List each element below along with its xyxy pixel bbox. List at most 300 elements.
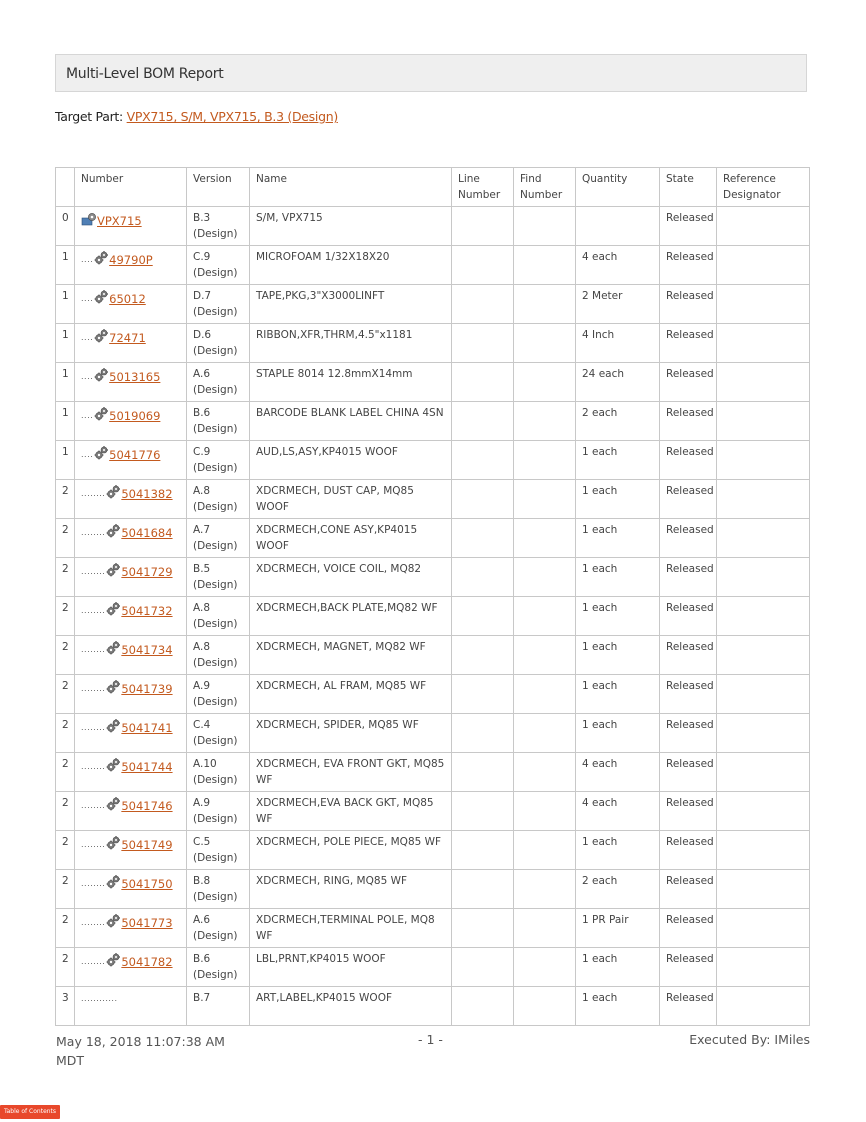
cell-version bbox=[187, 363, 250, 402]
cell-find-number bbox=[514, 987, 576, 1026]
part-number-link[interactable]: 5041773 bbox=[121, 916, 173, 930]
cell-line-number bbox=[452, 363, 514, 402]
part-number-link[interactable]: 5041750 bbox=[121, 877, 173, 891]
cell-level: 2 bbox=[56, 948, 75, 987]
table-row bbox=[56, 480, 810, 519]
version-value: C.9 bbox=[193, 251, 211, 263]
version-value: C.4 bbox=[193, 719, 211, 731]
cell-line-number bbox=[452, 636, 514, 675]
part-number-link[interactable]: 5041734 bbox=[121, 643, 173, 657]
target-part-label: Target Part: bbox=[55, 109, 123, 124]
table-row bbox=[56, 324, 810, 363]
footer-executed-by: Executed By: IMiles bbox=[689, 1032, 810, 1047]
report-title: Multi-Level BOM Report bbox=[55, 54, 807, 92]
cell-reference-designator bbox=[717, 636, 810, 675]
cell-find-number bbox=[514, 714, 576, 753]
part-number-link[interactable]: 5019069 bbox=[109, 409, 161, 423]
cell-reference-designator bbox=[717, 324, 810, 363]
part-number-link[interactable]: VPX715 bbox=[97, 214, 142, 228]
cell-version bbox=[187, 597, 250, 636]
cell-name: LBL,PRNT,KP4015 WOOF bbox=[250, 948, 452, 987]
col-header-level bbox=[56, 168, 75, 207]
part-gear-icon bbox=[105, 874, 121, 890]
cell-number bbox=[75, 792, 187, 831]
cell-find-number bbox=[514, 636, 576, 675]
cell-line-number bbox=[452, 909, 514, 948]
cell-name: AUD,LS,ASY,KP4015 WOOF bbox=[250, 441, 452, 480]
cell-reference-designator bbox=[717, 714, 810, 753]
part-gear-icon bbox=[93, 289, 109, 305]
cell-name: XDCRMECH,EVA BACK GKT, MQ85 WF bbox=[250, 792, 452, 831]
cell-reference-designator bbox=[717, 753, 810, 792]
level-indent-dots: ........ bbox=[81, 957, 106, 966]
cell-number bbox=[75, 558, 187, 597]
version-value: A.8 bbox=[193, 602, 211, 614]
part-gear-icon bbox=[93, 328, 109, 344]
part-number-link[interactable]: 65012 bbox=[109, 292, 146, 306]
level-indent-dots: .... bbox=[81, 372, 94, 381]
cell-number bbox=[75, 207, 187, 246]
cell-reference-designator bbox=[717, 285, 810, 324]
part-gear-icon bbox=[93, 406, 109, 422]
version-value: B.8 bbox=[193, 875, 211, 887]
cell-version bbox=[187, 909, 250, 948]
cell-version bbox=[187, 324, 250, 363]
version-value: B.3 bbox=[193, 212, 211, 224]
cell-find-number bbox=[514, 558, 576, 597]
cell-level: 2 bbox=[56, 597, 75, 636]
cell-quantity: 1 each bbox=[576, 675, 660, 714]
table-row bbox=[56, 948, 810, 987]
table-row bbox=[56, 597, 810, 636]
cell-number bbox=[75, 285, 187, 324]
cell-find-number bbox=[514, 207, 576, 246]
part-gear-icon bbox=[105, 796, 121, 812]
part-number-link[interactable]: 5041739 bbox=[121, 682, 173, 696]
cell-version bbox=[187, 519, 250, 558]
version-note: (Design) bbox=[193, 227, 238, 240]
cell-number bbox=[75, 597, 187, 636]
cell-find-number bbox=[514, 285, 576, 324]
cell-reference-designator bbox=[717, 363, 810, 402]
cell-name: XDCRMECH, MAGNET, MQ82 WF bbox=[250, 636, 452, 675]
cell-state: Released bbox=[660, 636, 717, 675]
version-note: (Design) bbox=[193, 773, 238, 786]
table-row bbox=[56, 714, 810, 753]
cell-find-number bbox=[514, 597, 576, 636]
cell-level: 1 bbox=[56, 285, 75, 324]
cell-reference-designator bbox=[717, 246, 810, 285]
cell-name: XDCRMECH, EVA FRONT GKT, MQ85 WF bbox=[250, 753, 452, 792]
level-indent-dots: ........ bbox=[81, 606, 106, 615]
cell-name: BARCODE BLANK LABEL CHINA 4SN bbox=[250, 402, 452, 441]
cell-state: Released bbox=[660, 285, 717, 324]
version-note: (Design) bbox=[193, 890, 238, 903]
cell-quantity: 1 each bbox=[576, 987, 660, 1026]
cell-version bbox=[187, 246, 250, 285]
cell-level: 2 bbox=[56, 558, 75, 597]
table-of-contents-button[interactable]: Table of Contents bbox=[0, 1105, 60, 1119]
cell-name: XDCRMECH,CONE ASY,KP4015 WOOF bbox=[250, 519, 452, 558]
cell-quantity: 1 each bbox=[576, 831, 660, 870]
version-note: (Design) bbox=[193, 344, 238, 357]
version-note: (Design) bbox=[193, 500, 238, 513]
cell-reference-designator bbox=[717, 207, 810, 246]
part-gear-icon bbox=[93, 250, 109, 266]
level-indent-dots: ........ bbox=[81, 723, 106, 732]
level-indent-dots: ........ bbox=[81, 645, 106, 654]
version-note: (Design) bbox=[193, 968, 238, 981]
cell-quantity: 1 each bbox=[576, 558, 660, 597]
level-indent-dots: .... bbox=[81, 294, 94, 303]
version-value: A.9 bbox=[193, 797, 211, 809]
cell-find-number bbox=[514, 909, 576, 948]
cell-state: Released bbox=[660, 792, 717, 831]
cell-line-number bbox=[452, 519, 514, 558]
cell-version bbox=[187, 948, 250, 987]
part-number-link[interactable]: 5041732 bbox=[121, 604, 173, 618]
version-value: D.7 bbox=[193, 290, 212, 302]
cell-level: 1 bbox=[56, 402, 75, 441]
table-row bbox=[56, 246, 810, 285]
cell-line-number bbox=[452, 870, 514, 909]
cell-line-number bbox=[452, 558, 514, 597]
part-number-link[interactable]: 5041776 bbox=[109, 448, 161, 462]
cell-quantity: 4 Inch bbox=[576, 324, 660, 363]
version-note: (Design) bbox=[193, 266, 238, 279]
version-value: A.6 bbox=[193, 368, 211, 380]
cell-number bbox=[75, 636, 187, 675]
part-number-link[interactable]: 5041741 bbox=[121, 721, 173, 735]
level-indent-dots: ........ bbox=[81, 879, 106, 888]
version-note: (Design) bbox=[193, 383, 238, 396]
part-number-link[interactable]: 72471 bbox=[109, 331, 146, 345]
cell-reference-designator bbox=[717, 480, 810, 519]
assembly-icon bbox=[81, 211, 97, 227]
cell-version bbox=[187, 987, 250, 1026]
version-note: (Design) bbox=[193, 734, 238, 747]
cell-quantity: 1 each bbox=[576, 597, 660, 636]
version-value: A.7 bbox=[193, 524, 211, 536]
version-note: (Design) bbox=[193, 461, 238, 474]
cell-state: Released bbox=[660, 948, 717, 987]
part-number-link[interactable]: 49790P bbox=[109, 253, 153, 267]
table-row bbox=[56, 558, 810, 597]
cell-version bbox=[187, 792, 250, 831]
target-part-link[interactable]: VPX715, S/M, VPX715, B.3 (Design) bbox=[126, 109, 338, 124]
table-row bbox=[56, 753, 810, 792]
level-indent-dots: .... bbox=[81, 255, 94, 264]
cell-state: Released bbox=[660, 909, 717, 948]
cell-state: Released bbox=[660, 402, 717, 441]
level-indent-dots: .... bbox=[81, 450, 94, 459]
cell-quantity: 2 each bbox=[576, 870, 660, 909]
table-row bbox=[56, 987, 810, 1026]
level-indent-dots: ........ bbox=[81, 762, 106, 771]
cell-find-number bbox=[514, 831, 576, 870]
version-note: (Design) bbox=[193, 656, 238, 669]
cell-number bbox=[75, 987, 187, 1026]
cell-find-number bbox=[514, 363, 576, 402]
cell-version bbox=[187, 402, 250, 441]
cell-number bbox=[75, 675, 187, 714]
cell-find-number bbox=[514, 324, 576, 363]
cell-version bbox=[187, 207, 250, 246]
cell-level: 2 bbox=[56, 714, 75, 753]
table-row bbox=[56, 792, 810, 831]
footer-date: May 18, 2018 11:07:38 AM MDT bbox=[56, 1034, 225, 1068]
cell-level: 2 bbox=[56, 519, 75, 558]
version-value: C.5 bbox=[193, 836, 211, 848]
cell-quantity: 1 each bbox=[576, 480, 660, 519]
cell-level: 1 bbox=[56, 246, 75, 285]
cell-reference-designator bbox=[717, 441, 810, 480]
part-number-link[interactable]: 5041749 bbox=[121, 838, 173, 852]
cell-quantity: 1 each bbox=[576, 636, 660, 675]
bom-table bbox=[55, 167, 810, 1026]
cell-line-number bbox=[452, 324, 514, 363]
cell-reference-designator bbox=[717, 870, 810, 909]
part-number-link[interactable]: 5041746 bbox=[121, 799, 173, 813]
cell-version bbox=[187, 480, 250, 519]
cell-line-number bbox=[452, 714, 514, 753]
cell-reference-designator bbox=[717, 519, 810, 558]
cell-version bbox=[187, 636, 250, 675]
cell-state: Released bbox=[660, 207, 717, 246]
cell-line-number bbox=[452, 597, 514, 636]
cell-find-number bbox=[514, 519, 576, 558]
cell-number bbox=[75, 714, 187, 753]
version-note: (Design) bbox=[193, 539, 238, 552]
cell-line-number bbox=[452, 207, 514, 246]
cell-name: XDCRMECH, RING, MQ85 WF bbox=[250, 870, 452, 909]
cell-level: 2 bbox=[56, 909, 75, 948]
cell-reference-designator bbox=[717, 831, 810, 870]
cell-quantity: 1 each bbox=[576, 519, 660, 558]
cell-version bbox=[187, 753, 250, 792]
part-gear-icon bbox=[93, 445, 109, 461]
level-indent-dots: ........ bbox=[81, 567, 106, 576]
cell-name: MICROFOAM 1/32X18X20 bbox=[250, 246, 452, 285]
cell-version bbox=[187, 870, 250, 909]
cell-version bbox=[187, 285, 250, 324]
cell-quantity: 2 Meter bbox=[576, 285, 660, 324]
part-gear-icon bbox=[105, 835, 121, 851]
cell-quantity bbox=[576, 207, 660, 246]
cell-find-number bbox=[514, 480, 576, 519]
version-value: A.8 bbox=[193, 641, 211, 653]
cell-level: 2 bbox=[56, 480, 75, 519]
cell-reference-designator bbox=[717, 948, 810, 987]
version-value: A.10 bbox=[193, 758, 217, 770]
part-gear-icon bbox=[105, 952, 121, 968]
cell-number bbox=[75, 402, 187, 441]
version-value: C.9 bbox=[193, 446, 211, 458]
cell-state: Released bbox=[660, 675, 717, 714]
cell-state: Released bbox=[660, 597, 717, 636]
version-value: B.6 bbox=[193, 953, 211, 965]
cell-name: XDCRMECH,BACK PLATE,MQ82 WF bbox=[250, 597, 452, 636]
cell-reference-designator bbox=[717, 402, 810, 441]
cell-level: 1 bbox=[56, 441, 75, 480]
cell-find-number bbox=[514, 402, 576, 441]
version-note: (Design) bbox=[193, 422, 238, 435]
cell-state: Released bbox=[660, 558, 717, 597]
cell-state: Released bbox=[660, 246, 717, 285]
cell-find-number bbox=[514, 675, 576, 714]
cell-reference-designator bbox=[717, 597, 810, 636]
cell-name: ART,LABEL,KP4015 WOOF bbox=[250, 987, 452, 1026]
table-row bbox=[56, 636, 810, 675]
cell-state: Released bbox=[660, 324, 717, 363]
part-number-link[interactable]: 5041744 bbox=[121, 760, 173, 774]
footer-page-number: - 1 - bbox=[418, 1032, 443, 1047]
cell-state: Released bbox=[660, 753, 717, 792]
cell-reference-designator bbox=[717, 987, 810, 1026]
cell-level: 0 bbox=[56, 207, 75, 246]
cell-line-number bbox=[452, 441, 514, 480]
version-value: A.6 bbox=[193, 914, 211, 926]
part-gear-icon bbox=[105, 484, 121, 500]
col-header-number: Number bbox=[75, 168, 187, 207]
version-note: (Design) bbox=[193, 695, 238, 708]
cell-state: Released bbox=[660, 441, 717, 480]
part-gear-icon bbox=[105, 718, 121, 734]
cell-quantity: 24 each bbox=[576, 363, 660, 402]
cell-name: STAPLE 8014 12.8mmX14mm bbox=[250, 363, 452, 402]
cell-line-number bbox=[452, 987, 514, 1026]
cell-state: Released bbox=[660, 480, 717, 519]
version-note: (Design) bbox=[193, 305, 238, 318]
cell-reference-designator bbox=[717, 792, 810, 831]
cell-quantity: 1 each bbox=[576, 714, 660, 753]
cell-line-number bbox=[452, 948, 514, 987]
cell-state: Released bbox=[660, 870, 717, 909]
cell-state: Released bbox=[660, 363, 717, 402]
cell-quantity: 1 each bbox=[576, 948, 660, 987]
part-number-link[interactable]: 5041684 bbox=[121, 526, 173, 540]
cell-line-number bbox=[452, 675, 514, 714]
cell-state: Released bbox=[660, 831, 717, 870]
cell-line-number bbox=[452, 753, 514, 792]
version-value: B.7 bbox=[193, 992, 211, 1004]
cell-reference-designator bbox=[717, 558, 810, 597]
cell-find-number bbox=[514, 246, 576, 285]
cell-number bbox=[75, 831, 187, 870]
level-indent-dots: ............ bbox=[81, 994, 118, 1003]
level-indent-dots: ........ bbox=[81, 684, 106, 693]
cell-level: 2 bbox=[56, 792, 75, 831]
version-note: (Design) bbox=[193, 929, 238, 942]
cell-name: RIBBON,XFR,THRM,4.5"x1181 bbox=[250, 324, 452, 363]
level-indent-dots: ........ bbox=[81, 918, 106, 927]
part-gear-icon bbox=[93, 367, 109, 383]
table-row bbox=[56, 675, 810, 714]
cell-reference-designator bbox=[717, 909, 810, 948]
cell-level: 2 bbox=[56, 870, 75, 909]
cell-version bbox=[187, 675, 250, 714]
cell-name: S/M, VPX715 bbox=[250, 207, 452, 246]
version-value: B.5 bbox=[193, 563, 211, 575]
col-header-find-number: Find Number bbox=[514, 168, 576, 207]
col-header-version: Version bbox=[187, 168, 250, 207]
cell-level: 1 bbox=[56, 363, 75, 402]
cell-level: 2 bbox=[56, 675, 75, 714]
version-note: (Design) bbox=[193, 578, 238, 591]
part-gear-icon bbox=[105, 523, 121, 539]
part-number-link[interactable]: 5041729 bbox=[121, 565, 173, 579]
target-part-line bbox=[55, 109, 338, 124]
table-row bbox=[56, 831, 810, 870]
cell-name: TAPE,PKG,3"X3000LINFT bbox=[250, 285, 452, 324]
cell-find-number bbox=[514, 441, 576, 480]
col-header-state: State bbox=[660, 168, 717, 207]
cell-number bbox=[75, 324, 187, 363]
part-number-link[interactable]: 5041782 bbox=[121, 955, 173, 969]
part-gear-icon bbox=[105, 679, 121, 695]
cell-number bbox=[75, 480, 187, 519]
version-value: A.9 bbox=[193, 680, 211, 692]
part-number-link[interactable]: 5041382 bbox=[121, 487, 173, 501]
cell-find-number bbox=[514, 870, 576, 909]
part-gear-icon bbox=[105, 562, 121, 578]
col-header-quantity: Quantity bbox=[576, 168, 660, 207]
cell-quantity: 1 PR Pair bbox=[576, 909, 660, 948]
col-header-line-number: Line Number bbox=[452, 168, 514, 207]
cell-line-number bbox=[452, 246, 514, 285]
part-gear-icon bbox=[105, 913, 121, 929]
cell-state: Released bbox=[660, 714, 717, 753]
cell-name: XDCRMECH, SPIDER, MQ85 WF bbox=[250, 714, 452, 753]
cell-version bbox=[187, 441, 250, 480]
cell-quantity: 4 each bbox=[576, 792, 660, 831]
table-header-row bbox=[56, 168, 810, 207]
cell-name: XDCRMECH, AL FRAM, MQ85 WF bbox=[250, 675, 452, 714]
cell-level: 2 bbox=[56, 831, 75, 870]
part-gear-icon bbox=[105, 757, 121, 773]
version-value: A.8 bbox=[193, 485, 211, 497]
cell-find-number bbox=[514, 753, 576, 792]
cell-find-number bbox=[514, 948, 576, 987]
cell-name: XDCRMECH,TERMINAL POLE, MQ8 WF bbox=[250, 909, 452, 948]
version-note: (Design) bbox=[193, 812, 238, 825]
level-indent-dots: .... bbox=[81, 333, 94, 342]
level-indent-dots: ........ bbox=[81, 489, 106, 498]
table-row bbox=[56, 519, 810, 558]
version-value: B.6 bbox=[193, 407, 211, 419]
cell-line-number bbox=[452, 402, 514, 441]
cell-version bbox=[187, 558, 250, 597]
cell-state: Released bbox=[660, 987, 717, 1026]
cell-number bbox=[75, 363, 187, 402]
cell-number bbox=[75, 519, 187, 558]
table-row bbox=[56, 402, 810, 441]
level-indent-dots: .... bbox=[81, 411, 94, 420]
version-value: D.6 bbox=[193, 329, 212, 341]
col-header-name: Name bbox=[250, 168, 452, 207]
cell-version bbox=[187, 714, 250, 753]
cell-number bbox=[75, 246, 187, 285]
cell-line-number bbox=[452, 285, 514, 324]
table-row bbox=[56, 285, 810, 324]
cell-name: XDCRMECH, DUST CAP, MQ85 WOOF bbox=[250, 480, 452, 519]
cell-number bbox=[75, 948, 187, 987]
cell-level: 2 bbox=[56, 636, 75, 675]
level-indent-dots: ........ bbox=[81, 801, 106, 810]
part-number-link[interactable]: 5013165 bbox=[109, 370, 161, 384]
cell-quantity: 4 each bbox=[576, 246, 660, 285]
table-row bbox=[56, 441, 810, 480]
